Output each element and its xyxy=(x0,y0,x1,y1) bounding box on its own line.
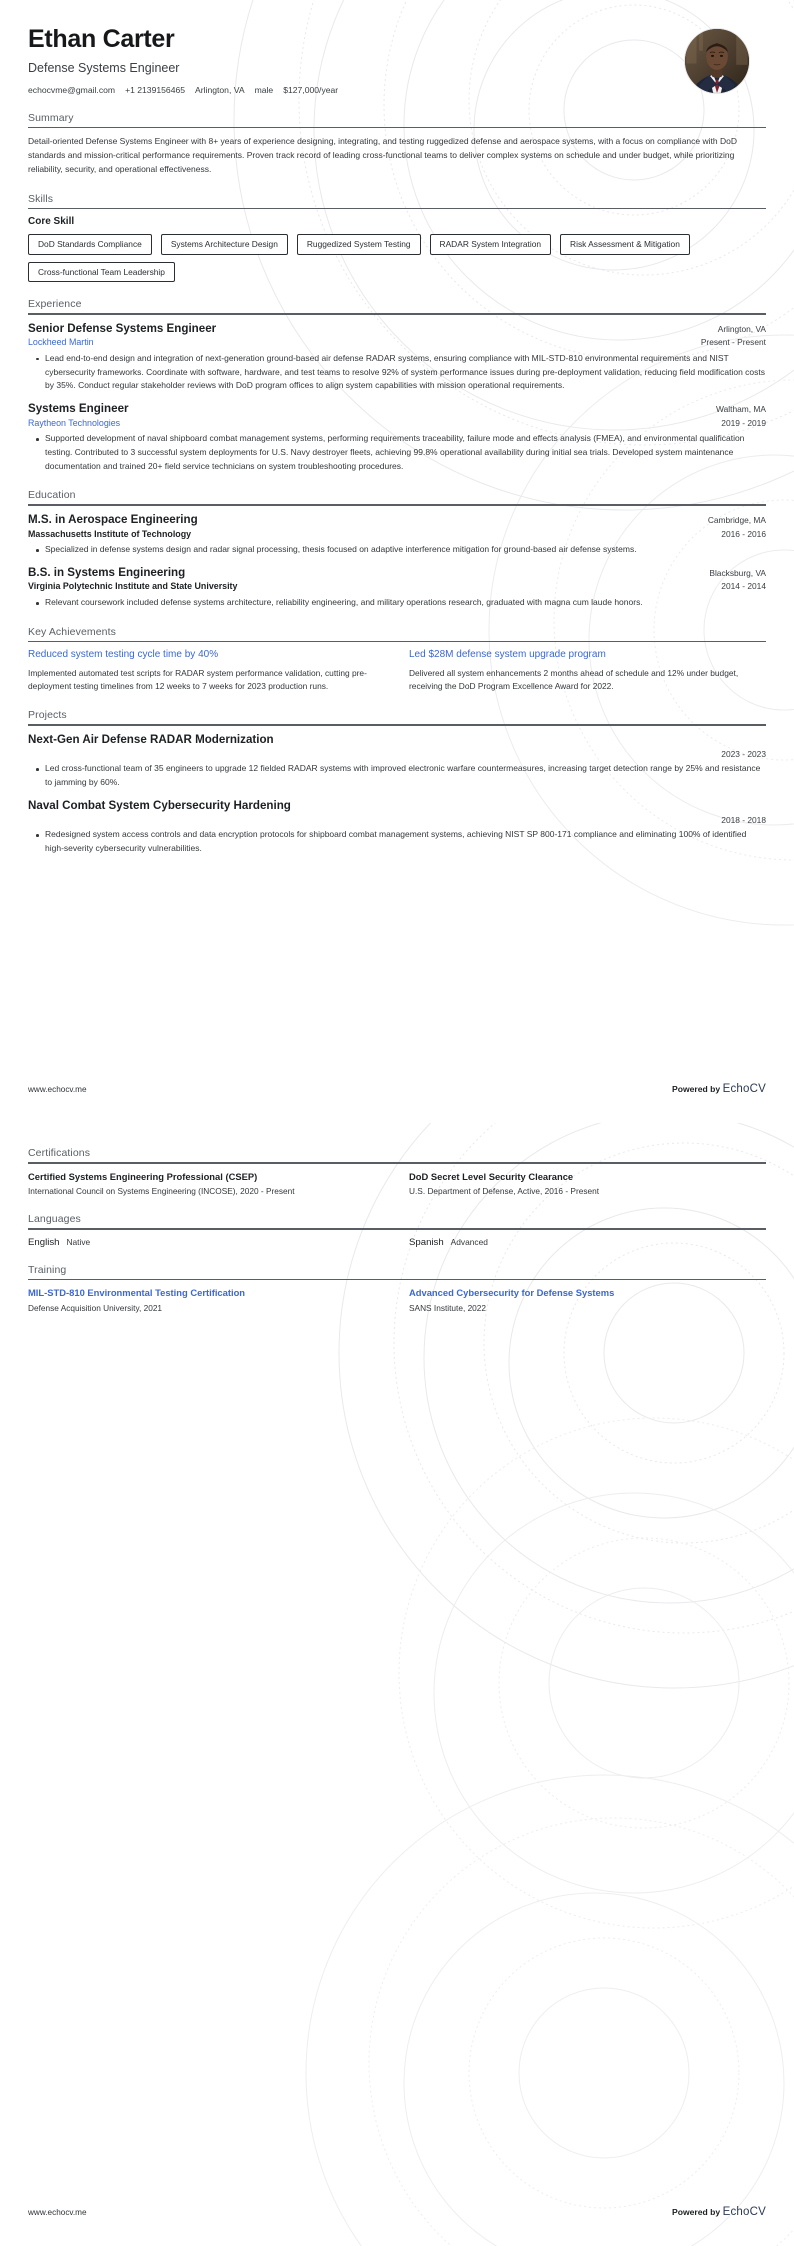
divider xyxy=(28,1279,766,1281)
contact-email: echocvme@gmail.com xyxy=(28,84,116,95)
education-dates: 2014 - 2014 xyxy=(721,581,766,592)
contact-gender: male xyxy=(254,84,274,95)
training-item xyxy=(28,1287,385,1314)
decorative-rings-bottom xyxy=(294,1763,794,2246)
section-education xyxy=(28,489,766,609)
section-key-achievements xyxy=(28,626,766,694)
education-location: Blacksburg, VA xyxy=(709,567,766,578)
experience-dates: 2019 - 2019 xyxy=(721,417,766,428)
language-name: English xyxy=(28,1236,60,1248)
footer-brand-name: EchoCV xyxy=(722,2206,766,2218)
language-level: Native xyxy=(66,1236,91,1247)
project-bullets xyxy=(28,828,766,856)
achievement-item xyxy=(409,649,766,693)
achievement-grid xyxy=(28,649,766,693)
skill-pill: Systems Architecture Design xyxy=(161,234,288,255)
footer-powered-by-label: Powered by xyxy=(671,1084,721,1094)
divider xyxy=(28,504,766,506)
project-dates: 2018 - 2018 xyxy=(721,815,766,826)
experience-entry xyxy=(28,402,766,473)
language-level: Advanced xyxy=(450,1236,488,1247)
footer-website[interactable]: www.echocv.me xyxy=(28,1085,87,1094)
language-name: Spanish xyxy=(409,1236,444,1248)
section-heading-languages: Languages xyxy=(28,1213,81,1226)
page-footer xyxy=(28,1083,766,1095)
section-heading-skills: Skills xyxy=(28,192,54,205)
project-entry xyxy=(28,733,766,790)
training-detail: Defense Acquisition University, 2021 xyxy=(28,1302,163,1313)
experience-bullets xyxy=(28,432,766,473)
experience-company[interactable]: Raytheon Technologies xyxy=(28,417,121,428)
section-languages xyxy=(28,1213,766,1248)
section-heading-projects: Projects xyxy=(28,709,67,722)
training-detail: SANS Institute, 2022 xyxy=(409,1302,487,1313)
experience-title: Senior Defense Systems Engineer xyxy=(28,321,217,335)
footer-powered-by-label: Powered by xyxy=(671,2207,721,2217)
achievement-title: Reduced system testing cycle time by 40% xyxy=(28,649,219,661)
education-bullets xyxy=(28,596,766,610)
project-title: Next-Gen Air Defense RADAR Modernization xyxy=(28,732,274,746)
skill-pill: RADAR System Integration xyxy=(430,234,551,255)
profile-photo xyxy=(684,28,750,94)
experience-entry xyxy=(28,322,766,393)
education-entry xyxy=(28,513,766,557)
skill-pill: DoD Standards Compliance xyxy=(28,234,152,255)
section-heading-training: Training xyxy=(28,1263,67,1276)
education-school: Virginia Polytechnic Institute and State University xyxy=(28,581,238,592)
bullet-item: Redesigned system access controls and data encryption protocols for shipboard combat management systems, achieving NIST SP 800-171 compliance and eliminating 100% of identified high-severity cybersecurity vulnerabilities. xyxy=(39,828,766,856)
divider xyxy=(28,641,766,643)
resume-page-2 xyxy=(0,1123,794,2246)
certification-detail: U.S. Department of Defense, Active, 2016 - Present xyxy=(409,1185,600,1196)
divider xyxy=(28,724,766,726)
language-grid xyxy=(28,1237,766,1248)
section-skills xyxy=(28,193,766,283)
section-heading-certifications: Certifications xyxy=(28,1147,91,1159)
achievement-description: Implemented automated test scripts for RADAR system performance validation, cutting pre-deployment testing timelines from 12 weeks to 7 weeks for 2023 production runs. xyxy=(28,667,367,692)
education-bullets xyxy=(28,543,766,557)
summary-text: Detail-oriented Defense Systems Engineer with 8+ years of experience designing, integrating, and testing ruggedized defense and aerospace systems, with a focus on compliance with DoD standards and mission-critical performance requirements. Proven track record of leading cross-functional teams to deliver complex systems on schedule and under budget, while prioritizing reliability, security, and operational effectiveness. xyxy=(28,136,737,174)
bullet-item: Relevant coursework included defense systems architecture, reliability engineering, and military operations research, graduated with magna cum laude honors. xyxy=(39,596,766,610)
project-bullets xyxy=(28,762,766,790)
training-name[interactable]: Advanced Cybersecurity for Defense Systems xyxy=(409,1287,615,1299)
section-heading-key-achievements: Key Achievements xyxy=(28,625,116,638)
experience-location: Arlington, VA xyxy=(717,323,766,334)
education-dates: 2016 - 2016 xyxy=(721,528,766,539)
footer-branding xyxy=(672,2206,766,2218)
certification-detail: International Council on Systems Engineering (INCOSE), 2020 - Present xyxy=(28,1185,295,1196)
skill-group-label: Core Skill xyxy=(28,216,75,228)
experience-dates: Present - Present xyxy=(700,337,766,348)
project-entry xyxy=(28,799,766,856)
footer-brand-name: EchoCV xyxy=(722,1083,766,1095)
project-title: Naval Combat System Cybersecurity Hardening xyxy=(28,798,291,812)
contact-location: Arlington, VA xyxy=(195,84,245,95)
job-title: Defense Systems Engineer xyxy=(28,60,180,75)
experience-location: Waltham, MA xyxy=(716,404,766,415)
skill-pill: Risk Assessment & Mitigation xyxy=(560,234,690,255)
project-dates: 2023 - 2023 xyxy=(721,749,766,760)
training-grid xyxy=(28,1287,766,1314)
decorative-rings-mid xyxy=(334,1373,794,1993)
section-heading-experience: Experience xyxy=(28,298,82,311)
section-heading-education: Education xyxy=(28,489,76,502)
language-item xyxy=(409,1237,766,1248)
bullet-item: Supported development of naval shipboard combat management systems, performing requirements traceability, failure mode and effects analysis (FMEA), and environmental qualification testing. Contributed to 3 successful system deployments for U.S. Navy destroyer fleets, achieving 99.8% operational availability during initial sea trials. Developed system maintenance documentation and trained 20+ field service technicians on system troubleshooting procedures. xyxy=(39,432,766,473)
certification-name: Certified Systems Engineering Professional (CSEP) xyxy=(28,1170,258,1182)
education-degree: M.S. in Aerospace Engineering xyxy=(28,513,198,527)
experience-title: Systems Engineer xyxy=(28,402,129,416)
skill-pill: Ruggedized System Testing xyxy=(297,234,421,255)
divider xyxy=(28,313,766,315)
education-school: Massachusetts Institute of Technology xyxy=(28,528,192,539)
experience-bullets xyxy=(28,352,766,393)
section-summary xyxy=(28,112,766,177)
experience-company[interactable]: Lockheed Martin xyxy=(28,337,94,348)
contact-phone: +1 2139156465 xyxy=(125,84,186,95)
bullet-item: Specialized in defense systems design and radar signal processing, thesis focused on adaptive interference mitigation for ground-based air defense systems. xyxy=(39,543,766,557)
divider xyxy=(28,1228,766,1230)
footer-website[interactable]: www.echocv.me xyxy=(28,2208,87,2217)
section-heading-summary: Summary xyxy=(28,111,74,124)
certification-item xyxy=(28,1171,385,1198)
certification-grid xyxy=(28,1171,766,1198)
divider xyxy=(28,127,766,129)
skill-pill-list xyxy=(28,234,766,282)
education-location: Cambridge, MA xyxy=(707,515,766,526)
certification-item xyxy=(409,1171,766,1198)
bullet-item: Led cross-functional team of 35 engineers to upgrade 12 fielded RADAR systems with improved electronic warfare countermeasures, increasing target detection range by 25% and resistance to jamming by 60%. xyxy=(39,762,766,790)
section-training xyxy=(28,1264,766,1314)
resume-header xyxy=(28,0,766,96)
footer-branding xyxy=(672,1083,766,1095)
bullet-item: Lead end-to-end design and integration of next-generation ground-based air defense RADAR systems, ensuring compliance with MIL-STD-810 environmental requirements and NIST cybersecurity frameworks. Coordinate with software, hardware, and test teams to resolve 92% of system performance issues during pre-deployment validation, reducing field modification costs by 35%. Conduct regular stakeholder reviews with DoD program offices to align system capabilities with mission operational requirements. xyxy=(39,352,766,393)
achievement-title: Led $28M defense system upgrade program xyxy=(409,649,606,661)
contact-line xyxy=(28,85,684,96)
achievement-description: Delivered all system enhancements 2 months ahead of schedule and 12% under budget, receiving the DoD Program Excellence Award for 2022. xyxy=(409,667,739,692)
training-item xyxy=(409,1287,766,1314)
divider xyxy=(28,1162,766,1164)
education-entry xyxy=(28,566,766,610)
section-certifications xyxy=(28,1147,766,1197)
certification-name: DoD Secret Level Security Clearance xyxy=(409,1170,574,1182)
section-experience xyxy=(28,298,766,473)
divider xyxy=(28,208,766,210)
education-degree: B.S. in Systems Engineering xyxy=(28,565,186,579)
page-footer xyxy=(28,2206,766,2218)
achievement-item xyxy=(28,649,385,693)
training-name[interactable]: MIL-STD-810 Environmental Testing Certification xyxy=(28,1287,246,1299)
page-title: Ethan Carter xyxy=(28,25,175,53)
skill-pill: Cross-functional Team Leadership xyxy=(28,262,175,283)
section-projects xyxy=(28,709,766,856)
language-item xyxy=(28,1237,385,1248)
contact-salary: $127,000/year xyxy=(283,84,339,95)
